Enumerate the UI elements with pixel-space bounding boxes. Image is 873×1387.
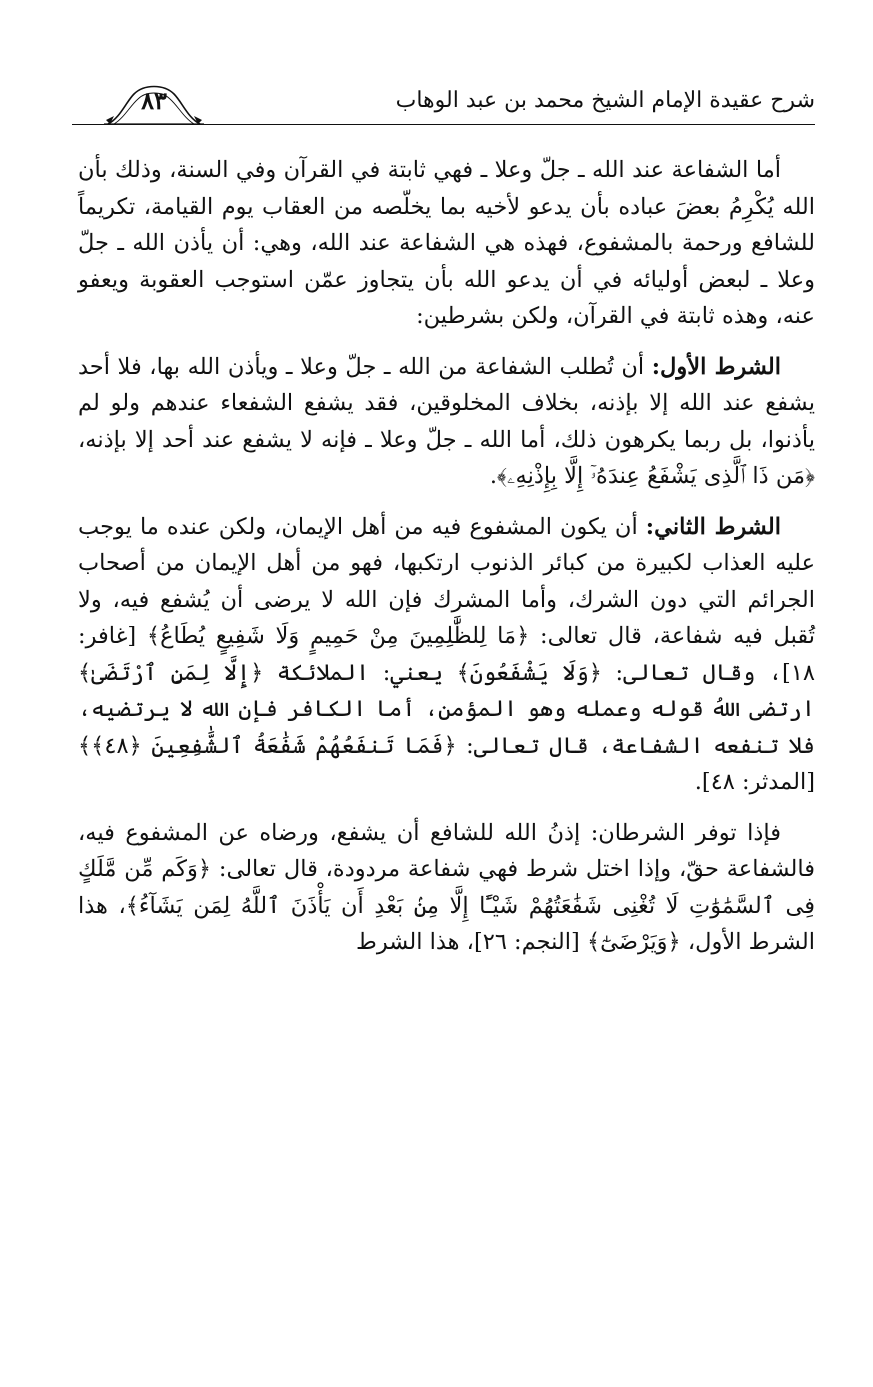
paragraph-text: فإذا توفر الشرطان: إذنُ الله للشافع أن يشفع، ورضاه عن المشفوع فيه، فالشفاعة حقّ، وإذا اختل شرط فهي شفاعة مردودة، قال تعالى: ﴿وَكَم مِّن مَّلَكٍ فِى ٱلسَّمَٰوَٰتِ لَا تُغْنِى شَفَٰعَتُهُمْ شَيْـًٔا إِلَّا مِنۢ بَعْدِ أَن يَأْذَنَ ٱللَّهُ لِمَن يَشَآءُ﴾، هذا الشرط الأول، ﴿وَيَرْضَىٰٓ﴾ [النجم: ٢٦]، هذا الشرط bbox=[78, 819, 815, 955]
page-number: ٨٣ bbox=[141, 86, 167, 115]
paragraph-second-condition bbox=[78, 509, 815, 801]
page-number-badge bbox=[104, 80, 204, 126]
running-header-title: شرح عقيدة الإمام الشيخ محمد بن عبد الوهاب bbox=[395, 88, 815, 113]
second-condition-label: الشرط الثاني: bbox=[645, 513, 781, 540]
paragraph-both-conditions bbox=[78, 815, 815, 961]
paragraph-text: أن تُطلب الشفاعة من الله ـ جلّ وعلا ـ ويأذن الله بها، فلا أحد يشفع عند الله إلا بإذنه، بخلاف المخلوقين، فقد يشفع الشفعاء عندهم ولو لم يأذنوا، بل ربما يكرهون ذلك، أما الله ـ جلّ وعلا ـ فإنه لا يشفع عند أحد إلا بإذنه، ﴿مَن ذَا ٱلَّذِى يَشْفَعُ عِندَهُۥٓ إِلَّا بِإِذْنِهِۦ﴾. bbox=[78, 353, 815, 489]
header-rule bbox=[72, 124, 815, 125]
paragraph-text: أما الشفاعة عند الله ـ جلّ وعلا ـ فهي ثابتة في القرآن وفي السنة، وذلك بأن الله يُكْرِمُ بعضَ عباده بأن يدعو لأخيه بما يخلّصه من العقاب يوم القيامة، تكريماً للشافع ورحمة بالمشفوع، فهذه هي الشفاعة عند الله، وهي: أن يأذن الله ـ جلّ وعلا ـ لبعض أوليائه في أن يدعو الله بأن يتجاوز عمّن استوجب العقوبة ويعفو عنه، وهذه ثابتة في القرآن، ولكن بشرطين: bbox=[78, 157, 815, 329]
page-body bbox=[78, 152, 815, 961]
first-condition-label: الشرط الأول: bbox=[651, 353, 781, 380]
running-header bbox=[72, 72, 815, 128]
paragraph-intercession-intro bbox=[78, 152, 815, 335]
paragraph-text: أن يكون المشفوع فيه من أهل الإيمان، ولكن عنده ما يوجب عليه العذاب لكبيرة من كبائر الذنوب ارتكبها، فهو من أهل الإيمان من أصحاب الجرائم التي دون الشرك، وأما المشرك فإن الله لا يرضى أن يُشفع فيه، ولا تُقبل فيه شفاعة، قال تعالى: ﴿مَا لِلظَّٰلِمِينَ مِنْ حَمِيمٍ وَلَا شَفِيعٍ يُطَاعُ﴾ [غافر: ١٨]، وقال تعالى: ﴿وَلَا يَشْفَعُونَ﴾ يعني: الملائكة ﴿إِلَّا لِمَنِ ٱرْتَضَىٰ﴾ ارتضى اللهُ قوله وعمله وهو المؤمن، أما الكافر فإن الله لا يرتضيه، فلا تنفعه الشفاعة، قال تعالى: ﴿فَمَا تَنفَعُهُمْ شَفَٰعَةُ ٱلشَّٰفِعِينَ ﴿٤٨﴾﴾ [المدثر: ٤٨]. bbox=[78, 513, 815, 795]
paragraph-first-condition bbox=[78, 349, 815, 495]
